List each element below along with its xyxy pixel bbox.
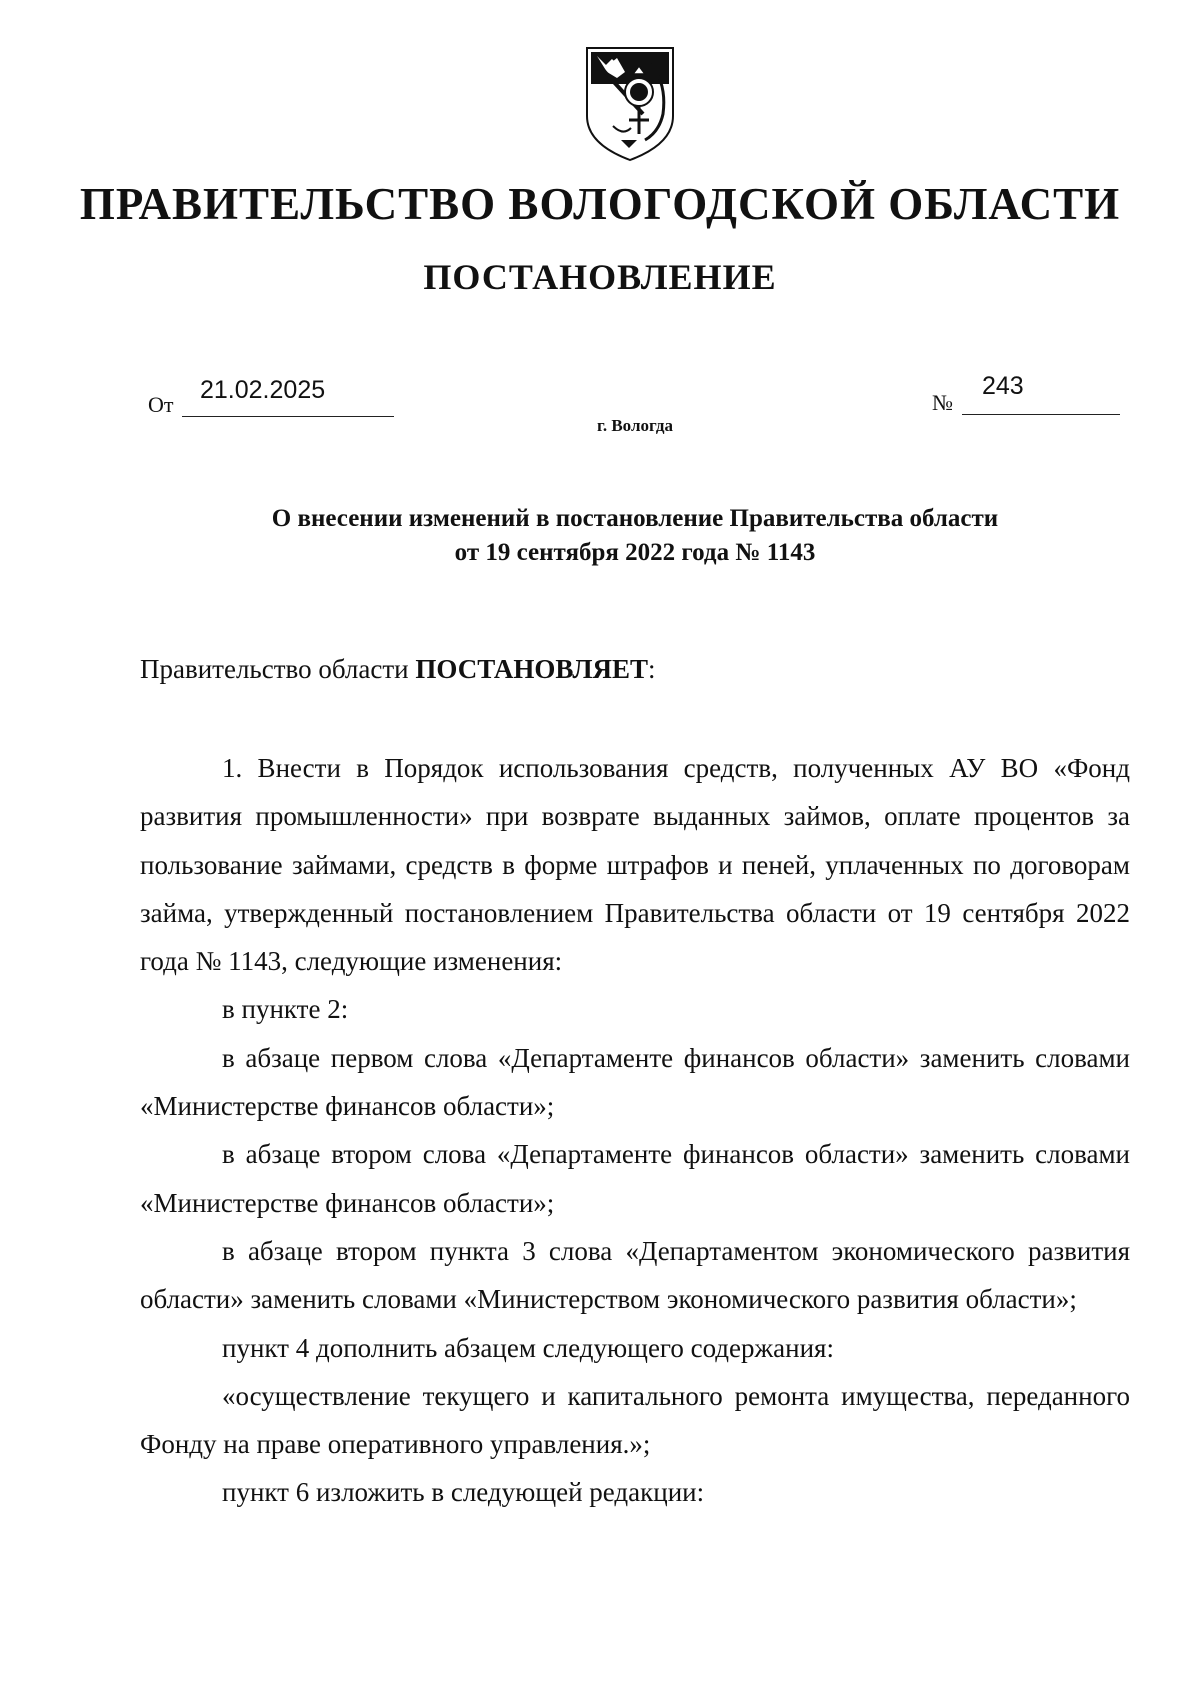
preamble-tail: : (647, 654, 656, 684)
document-meta (0, 372, 1200, 448)
document-number: 243 (982, 372, 1024, 400)
city: г. Вологда (597, 416, 673, 435)
government-title: ПРАВИТЕЛЬСТВО ВОЛОГОДСКОЙ ОБЛАСТИ (79, 179, 1121, 229)
body-paragraph: пункт 4 дополнить абзацем следующего содержания: (222, 1332, 834, 1363)
body-paragraph: 1. Внести в Порядок использования средств, полученных АУ ВО «Фонд развития промышленности» при возврате выданных займов, оплате процентов за пользование займами, средств в форме штрафов и пеней, уплаченных по договорам займа, утвержденный постановлением Правительства области от 19 сентября 2022 года № 1143, следующие изменения: (140, 753, 1130, 977)
document-subject (0, 502, 1200, 570)
body-paragraph: в абзаце первом слова «Департаменте финансов области» заменить словами «Министерстве финансов области»; (140, 1042, 1130, 1122)
document-date: 21.02.2025 (200, 376, 326, 404)
date-label: От (148, 392, 174, 417)
vologda-coat-of-arms-icon (583, 44, 677, 164)
document-body (140, 744, 1130, 1517)
number-label: № (932, 390, 953, 415)
preamble (140, 654, 656, 685)
number-underline (962, 414, 1120, 415)
subject-line-1: О внесении изменений в постановление Правительства области (271, 505, 999, 532)
body-paragraph: в абзаце втором слова «Департаменте финансов области» заменить словами «Министерстве финансов области»; (140, 1139, 1130, 1218)
document-type: ПОСТАНОВЛЕНИЕ (423, 257, 777, 297)
preamble-emphasis: ПОСТАНОВЛЯЕТ (415, 654, 648, 684)
preamble-text: Правительство области (140, 654, 416, 684)
body-paragraph: в абзаце втором пункта 3 слова «Департаментом экономического развития области» заменить словами «Министерством экономического развития области»; (140, 1235, 1130, 1315)
body-paragraph: пункт 6 изложить в следующей редакции: (222, 1477, 705, 1508)
body-paragraph: в пункте 2: (222, 994, 349, 1025)
body-paragraph: «осуществление текущего и капитального ремонта имущества, переданного Фонду на праве оперативного управления.»; (140, 1380, 1130, 1460)
subject-line-2: от 19 сентября 2022 года № 1143 (454, 539, 816, 566)
